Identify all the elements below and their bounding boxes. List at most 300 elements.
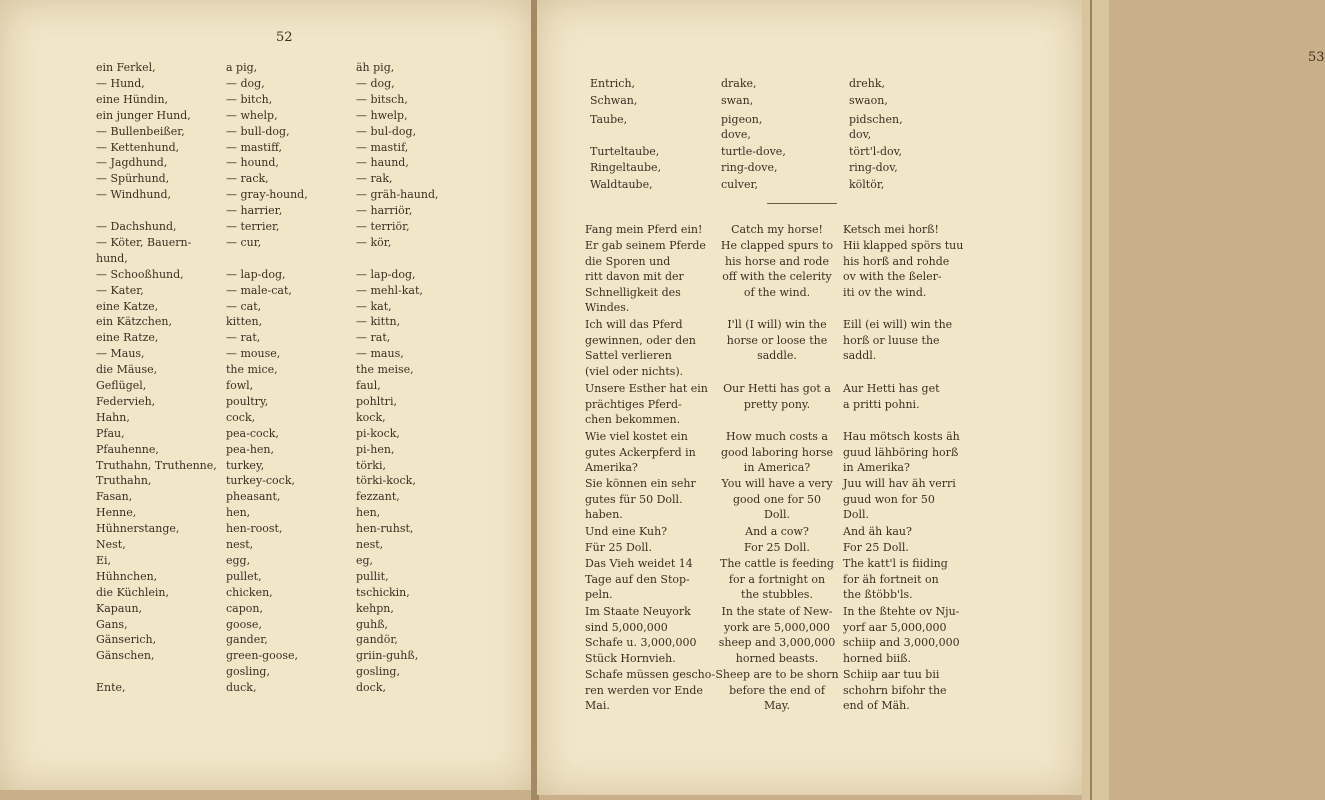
english-word: culver, xyxy=(721,178,759,191)
english-phrase xyxy=(715,429,839,476)
german-word: Pfau, xyxy=(96,426,125,440)
phrase-line: horned biiß. xyxy=(843,651,912,665)
german-word: ein junger Hund, xyxy=(96,108,191,122)
english-word: the mice, xyxy=(226,363,278,377)
pronunciation: — gräh-haund, xyxy=(356,188,439,202)
phrase-line: Mai. xyxy=(585,699,610,712)
german-word: Fasan, xyxy=(96,490,133,504)
phrase-line: Windes. xyxy=(585,301,630,314)
vocabulary-row xyxy=(0,187,533,203)
phrase-line: He clapped spurs to xyxy=(720,239,834,252)
german-word: Pfauhenne, xyxy=(96,442,159,456)
phrase-line: ren werden vor Ende xyxy=(585,683,703,697)
english-word: hen, xyxy=(226,506,251,520)
german-word: Hühnerstange, xyxy=(96,522,180,536)
phrase-line: ritt davon mit der xyxy=(585,270,684,283)
english-word: — mastiff, xyxy=(226,140,282,154)
german-word: Hahn, xyxy=(96,410,130,424)
pronunciation: pullit, xyxy=(356,569,389,583)
phrase-line: Und eine Kuh? xyxy=(585,525,668,538)
pronunciation: — hwelp, xyxy=(356,108,408,122)
pronunciation: fezzant, xyxy=(356,490,400,504)
vocabulary-row xyxy=(0,537,533,553)
pronunciation: nest, xyxy=(356,538,384,551)
pronunciation: guhß, xyxy=(356,617,389,631)
english-word: ring-dove, xyxy=(721,161,778,174)
english-phrase xyxy=(715,381,839,412)
pronunciation: pi-kock, xyxy=(356,426,400,440)
phrase-line: off with the celerity xyxy=(722,270,832,283)
pronunciation: griin-guhß, xyxy=(356,649,419,663)
phrase-line: saddl. xyxy=(843,349,877,362)
pronunciation: — kör, xyxy=(356,235,392,249)
german-phrase xyxy=(585,540,710,556)
phrase-line: And äh kau? xyxy=(843,525,912,538)
english-word: a pig, xyxy=(226,61,258,74)
pronunciation: dov, xyxy=(849,128,872,141)
german-word: eine Hündin, xyxy=(96,92,169,106)
phrase-line: Hau mötsch kosts äh xyxy=(843,430,960,443)
phrase-line: Wie viel kostet ein xyxy=(585,430,688,443)
german-word: Turteltaube, xyxy=(590,145,660,158)
phrase-line: Our Hetti has got a xyxy=(723,382,831,395)
german-word: Ente, xyxy=(96,681,126,695)
phrase-line: In the state of New- xyxy=(721,605,833,618)
english-word: pea-hen, xyxy=(226,442,275,456)
page-number: 53 xyxy=(1308,50,1325,65)
german-word: eine Katze, xyxy=(96,299,159,313)
phrase-line: gutes Ackerpferd in xyxy=(585,445,696,459)
german-word: die Mäuse, xyxy=(96,363,158,377)
german-word: — Jagdhund, xyxy=(96,156,168,170)
english-word: — mouse, xyxy=(226,347,281,361)
vocabulary-row xyxy=(0,648,533,664)
pronunciation: költör, xyxy=(849,178,885,191)
phrase-line: horned beasts. xyxy=(735,651,819,665)
german-word: Ei, xyxy=(96,553,112,567)
german-word: ein Ferkel, xyxy=(96,61,156,74)
german-word: Truthahn, xyxy=(96,474,152,488)
english-phrase xyxy=(715,476,839,523)
vocabulary-row xyxy=(0,664,533,680)
english-word: — dog, xyxy=(226,76,265,90)
phrase-line: iti ov the wind. xyxy=(843,285,927,299)
phrase-line: Hii klapped spörs tuu xyxy=(843,239,964,252)
phrase-line: the ßtöbb'ls. xyxy=(843,588,913,601)
pronunciation: faul, xyxy=(356,379,381,392)
english-word: chicken, xyxy=(226,585,273,599)
pronunciation: — lap-dog, xyxy=(356,267,416,281)
pronunciation: tört'l-dov, xyxy=(849,145,903,158)
vocabulary-row xyxy=(0,346,533,362)
phrase-line: Schafe u. 3,000,000 xyxy=(585,636,697,649)
pronunciation: — terriör, xyxy=(356,220,410,233)
english-word: swan, xyxy=(721,94,754,107)
vocabulary-row xyxy=(0,553,533,569)
german-phrase xyxy=(585,556,710,603)
vocabulary-row xyxy=(0,410,533,426)
german-word: Gänserich, xyxy=(96,633,157,647)
german-word: hund, xyxy=(96,251,128,265)
phrase-line: The katt'l is fiiding xyxy=(843,557,948,570)
phrase-line: gewinnen, oder den xyxy=(585,333,696,347)
vocabulary-row xyxy=(0,203,533,219)
pronunciation-phrase xyxy=(843,604,965,666)
right-page xyxy=(537,0,1325,795)
german-word: Gans, xyxy=(96,617,128,631)
phrase-line: his horß and rohde xyxy=(843,254,950,268)
phrase-line: for äh fortneit on xyxy=(843,572,939,586)
english-word: — lap-dog, xyxy=(226,267,286,281)
vocabulary-row xyxy=(537,93,1082,109)
phrase-line: guud lähböring horß xyxy=(843,445,959,459)
phrase-line: schohrn bifohr the xyxy=(843,683,947,697)
german-word: Schwan, xyxy=(590,94,638,107)
phrase-line: Sheep are to be shorn xyxy=(715,668,839,681)
pronunciation: kehpn, xyxy=(356,601,394,615)
phrase-line: Amerika? xyxy=(585,461,638,474)
german-word: Truthahn, Truthenne, xyxy=(96,458,217,472)
german-word: Nest, xyxy=(96,538,126,551)
pronunciation: pidschen, xyxy=(849,113,903,126)
english-word: turkey, xyxy=(226,458,265,472)
phrase-line: Fang mein Pferd ein! xyxy=(585,223,703,236)
english-word: hen-roost, xyxy=(226,522,283,536)
english-word: — gray-hound, xyxy=(226,188,308,202)
german-word: Gänschen, xyxy=(96,649,155,663)
vocabulary-row xyxy=(537,177,1082,193)
pronunciation: swaon, xyxy=(849,94,888,107)
english-word: cock, xyxy=(226,410,256,424)
vocabulary-row xyxy=(0,140,533,156)
phrase-line: sheep and 3,000,000 xyxy=(718,636,836,649)
german-phrase xyxy=(585,238,710,316)
english-word: — bull-dog, xyxy=(226,124,290,138)
vocabulary-row xyxy=(0,617,533,633)
phrase-line: Ketsch mei horß! xyxy=(843,223,939,236)
phrase-line: Eill (ei will) win the xyxy=(843,318,953,331)
phrase-line: yorf aar 5,000,000 xyxy=(843,620,947,634)
pronunciation: tschickin, xyxy=(356,585,410,599)
phrase-line: Sattel verlieren xyxy=(585,349,672,362)
english-word: green-goose, xyxy=(226,649,299,663)
english-phrase xyxy=(715,540,839,556)
english-word: turtle-dove, xyxy=(721,145,786,158)
pronunciation: — bitsch, xyxy=(356,92,408,106)
vocabulary-row xyxy=(0,108,533,124)
german-phrase xyxy=(585,476,710,523)
phrase-line: horse or loose the xyxy=(726,333,828,347)
german-word: — Kater, xyxy=(96,283,144,297)
pronunciation: — harriör, xyxy=(356,204,413,218)
pronunciation-phrase xyxy=(843,524,965,540)
pronunciation-phrase xyxy=(843,556,965,603)
english-word: pea-cock, xyxy=(226,426,279,440)
pronunciation: — mastif, xyxy=(356,140,409,154)
english-word: egg, xyxy=(226,553,251,567)
german-word: Federvieh, xyxy=(96,394,156,408)
german-word: Geflügel, xyxy=(96,379,147,392)
pronunciation-phrase xyxy=(843,476,965,523)
vocabulary-row xyxy=(0,314,533,330)
phrase-line: For 25 Doll. xyxy=(744,541,810,554)
vocabulary-row xyxy=(0,92,533,108)
phrase-line: And a cow? xyxy=(745,525,809,538)
english-word: pheasant, xyxy=(226,490,281,504)
pronunciation: törki-kock, xyxy=(356,474,416,488)
english-word: turkey-cock, xyxy=(226,474,295,488)
pronunciation: — haund, xyxy=(356,156,409,170)
phrase-line: You will have a very xyxy=(721,477,833,490)
german-word: — Dachshund, xyxy=(96,220,177,233)
english-phrase xyxy=(715,222,839,238)
german-word: Hühnchen, xyxy=(96,569,158,583)
german-word: Taube, xyxy=(590,113,628,126)
phrase-line: Im Staate Neuyork xyxy=(585,605,691,618)
german-word: — Kettenhund, xyxy=(96,140,180,154)
phrase-line: haben. xyxy=(585,508,623,521)
pronunciation: pohltri, xyxy=(356,394,397,408)
pronunciation: — kat, xyxy=(356,299,392,313)
phrase-line: the stubbles. xyxy=(741,588,813,601)
pronunciation: hen-ruhst, xyxy=(356,522,414,536)
vocabulary-row xyxy=(0,394,533,410)
vocabulary-row xyxy=(0,680,533,696)
german-word: — Schooßhund, xyxy=(96,267,184,281)
german-word: — Windhund, xyxy=(96,188,172,202)
page-edge xyxy=(1082,0,1109,800)
phrase-line: prächtiges Pferd- xyxy=(585,397,682,411)
german-word: eine Ratze, xyxy=(96,331,159,345)
english-word: goose, xyxy=(226,617,262,631)
english-word: — hound, xyxy=(226,156,279,170)
vocabulary-row xyxy=(0,601,533,617)
vocabulary-row xyxy=(0,235,533,251)
vocabulary-row xyxy=(0,458,533,474)
phrase-line: Schnelligkeit des xyxy=(585,285,681,299)
phrase-line: good one for 50 xyxy=(733,492,821,506)
pronunciation: eg, xyxy=(356,553,374,567)
german-phrase xyxy=(585,381,710,428)
phrase-line: I'll (I will) win the xyxy=(727,318,827,331)
phrase-line: For 25 Doll. xyxy=(843,541,909,554)
vocabulary-row xyxy=(0,299,533,315)
vocabulary-row xyxy=(0,632,533,648)
pronunciation: pi-hen, xyxy=(356,442,395,456)
english-word: pullet, xyxy=(226,569,262,583)
phrase-line: Stück Hornvieh. xyxy=(585,651,676,665)
left-page xyxy=(0,0,533,790)
pronunciation: — maus, xyxy=(356,347,404,361)
vocabulary-row xyxy=(0,171,533,187)
phrase-line: die Sporen und xyxy=(585,254,671,268)
phrase-line: Aur Hetti has get xyxy=(843,382,940,395)
phrase-line: pretty pony. xyxy=(743,397,811,411)
phrase-line: his horse and rode xyxy=(725,254,829,268)
pronunciation: — rak, xyxy=(356,172,393,186)
english-word: duck, xyxy=(226,681,257,695)
english-word: drake, xyxy=(721,77,757,90)
phrase-line: Doll. xyxy=(764,508,790,521)
pronunciation: dock, xyxy=(356,681,386,695)
pronunciation-phrase xyxy=(843,540,965,556)
pronunciation: — rat, xyxy=(356,331,391,345)
vocabulary-row xyxy=(0,283,533,299)
phrase-line: a pritti pohni. xyxy=(843,397,920,411)
phrase-line: of the wind. xyxy=(743,285,811,299)
german-phrase xyxy=(585,429,710,476)
pronunciation-phrase xyxy=(843,238,965,300)
phrase-line: Ich will das Pferd xyxy=(585,318,683,331)
vocabulary-row xyxy=(0,585,533,601)
phrase-line: in Amerika? xyxy=(843,461,910,474)
phrase-line: Doll. xyxy=(843,508,869,521)
page-number: 52 xyxy=(276,30,293,45)
phrase-line: Juu will hav äh verri xyxy=(843,477,956,490)
german-word: Waldtaube, xyxy=(590,178,653,191)
phrase-line: Das Vieh weidet 14 xyxy=(585,557,693,570)
german-word: ein Kätzchen, xyxy=(96,315,172,329)
german-word: Entrich, xyxy=(590,77,636,90)
german-phrase xyxy=(585,222,710,238)
phrase-line: in America? xyxy=(743,461,811,474)
pronunciation: the meise, xyxy=(356,363,414,377)
phrase-line: Tage auf den Stop- xyxy=(585,572,690,586)
phrase-line: schiip and 3,000,000 xyxy=(843,636,960,649)
vocabulary-row xyxy=(0,521,533,537)
vocabulary-row xyxy=(0,505,533,521)
english-word: capon, xyxy=(226,601,263,615)
phrase-line: Er gab seinem Pferde xyxy=(585,239,706,252)
vocabulary-row xyxy=(0,569,533,585)
phrase-line: ov with the ßeler- xyxy=(843,270,942,283)
pronunciation-phrase xyxy=(843,429,965,476)
phrase-line: for a fortnight on xyxy=(728,572,826,586)
german-word: Kapaun, xyxy=(96,601,143,615)
english-word: gosling, xyxy=(226,665,270,679)
vocabulary-row xyxy=(0,442,533,458)
english-phrase xyxy=(715,604,839,666)
vocabulary-row xyxy=(0,473,533,489)
vocabulary-row xyxy=(0,155,533,171)
pronunciation: drehk, xyxy=(849,77,886,90)
phrase-line: gutes für 50 Doll. xyxy=(585,492,683,506)
pronunciation-phrase xyxy=(843,317,965,364)
german-word: Ringeltaube, xyxy=(590,161,662,174)
english-word: kitten, xyxy=(226,315,263,329)
phrase-line: Sie können ein sehr xyxy=(585,477,696,490)
vocabulary-row xyxy=(0,251,533,267)
vocabulary-row xyxy=(0,60,533,76)
german-word: — Maus, xyxy=(96,347,145,361)
phrase-line: peln. xyxy=(585,588,613,601)
pronunciation: kock, xyxy=(356,410,386,424)
english-phrase xyxy=(715,317,839,364)
phrase-line: end of Mäh. xyxy=(843,699,910,712)
phrase-line: Catch my horse! xyxy=(731,223,823,236)
english-word: nest, xyxy=(226,538,254,551)
vocabulary-row xyxy=(0,124,533,140)
phrase-line: chen bekommen. xyxy=(585,413,681,426)
vocabulary-row xyxy=(0,330,533,346)
english-word: pigeon, xyxy=(721,113,763,126)
phrase-line: saddle. xyxy=(757,349,797,362)
vocabulary-row xyxy=(0,378,533,394)
english-word: dove, xyxy=(721,128,751,141)
vocabulary-row xyxy=(537,112,1082,128)
pronunciation: — dog, xyxy=(356,76,395,90)
vocabulary-row xyxy=(537,160,1082,176)
english-phrase xyxy=(715,667,839,714)
english-phrase xyxy=(715,556,839,603)
phrase-line: How much costs a xyxy=(726,430,828,443)
phrase-line: Schafe müssen gescho- xyxy=(585,668,716,681)
english-word: gander, xyxy=(226,633,268,647)
vocabulary-row xyxy=(537,76,1082,92)
section-divider xyxy=(767,203,837,204)
german-phrase xyxy=(585,524,710,540)
phrase-line: guud won for 50 xyxy=(843,492,935,506)
german-word: — Köter, Bauern- xyxy=(96,235,192,249)
vocabulary-row xyxy=(537,144,1082,160)
pronunciation-phrase xyxy=(843,667,965,714)
phrase-line: horß or luuse the xyxy=(843,333,940,347)
german-word: — Hund, xyxy=(96,76,145,90)
german-phrase xyxy=(585,667,716,714)
phrase-line: May. xyxy=(763,699,791,712)
english-word: — bitch, xyxy=(226,92,273,106)
phrase-line: good laboring horse xyxy=(720,445,834,459)
pronunciation: hen, xyxy=(356,506,381,520)
german-word: — Spürhund, xyxy=(96,172,170,186)
english-word: — cur, xyxy=(226,235,262,249)
english-phrase xyxy=(715,524,839,540)
vocabulary-row xyxy=(0,267,533,283)
pronunciation: törki, xyxy=(356,458,386,472)
english-phrase xyxy=(715,238,839,300)
english-word: — terrier, xyxy=(226,220,280,233)
german-phrase xyxy=(585,317,710,379)
german-word: Henne, xyxy=(96,506,137,520)
german-word: — Bullenbeißer, xyxy=(96,124,185,138)
phrase-line: (viel oder nichts). xyxy=(585,364,684,378)
pronunciation: ring-dov, xyxy=(849,161,898,174)
pronunciation: — bul-dog, xyxy=(356,124,417,138)
german-phrase xyxy=(585,604,710,666)
vocabulary-row xyxy=(537,127,1082,143)
phrase-line: sind 5,000,000 xyxy=(585,620,668,634)
english-word: — harrier, xyxy=(226,204,283,218)
pronunciation-phrase xyxy=(843,381,965,412)
pronunciation: gosling, xyxy=(356,665,400,679)
pronunciation: äh pig, xyxy=(356,61,395,74)
english-word: — male-cat, xyxy=(226,283,292,297)
phrase-line: In the ßtehte ov Nju- xyxy=(843,605,960,618)
vocabulary-row xyxy=(0,426,533,442)
vocabulary-row xyxy=(0,219,533,235)
english-word: — cat, xyxy=(226,299,262,313)
english-word: — rat, xyxy=(226,331,261,345)
phrase-line: The cattle is feeding xyxy=(720,557,834,570)
english-word: fowl, xyxy=(226,379,254,392)
pronunciation: — kittn, xyxy=(356,315,401,329)
german-word: die Küchlein, xyxy=(96,585,169,599)
english-word: — whelp, xyxy=(226,108,278,122)
phrase-line: Schiip aar tuu bii xyxy=(843,668,940,681)
vocabulary-row xyxy=(0,76,533,92)
pronunciation: gandör, xyxy=(356,633,398,647)
phrase-line: Unsere Esther hat ein xyxy=(585,382,708,395)
